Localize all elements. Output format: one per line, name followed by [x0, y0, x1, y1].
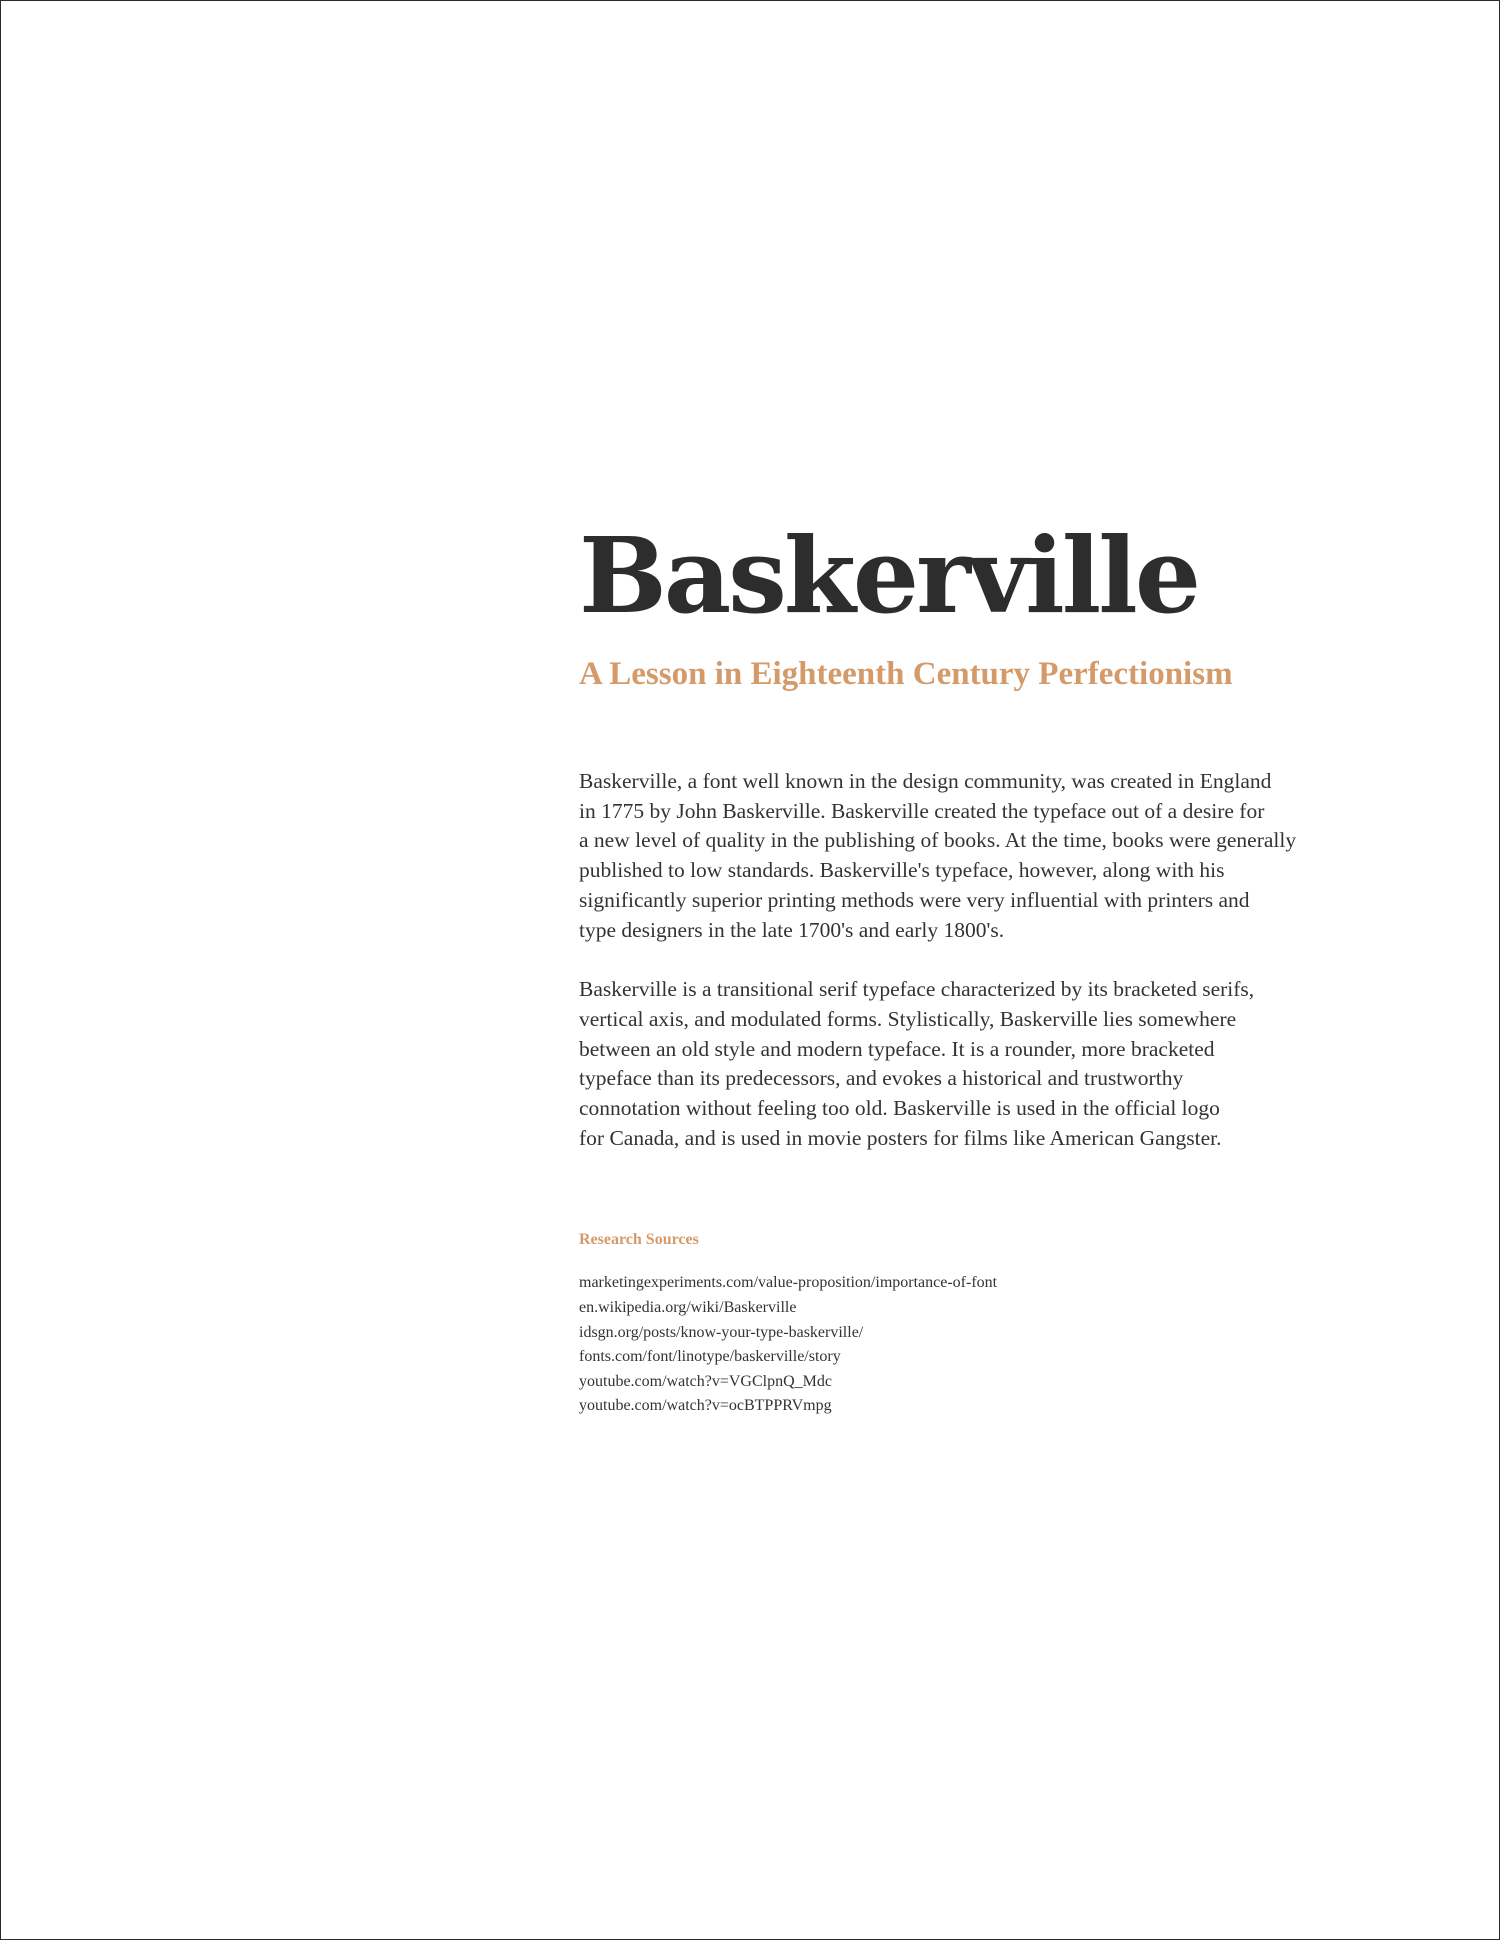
body-paragraph-1: Baskerville, a font well known in the design community, was created in England in 1775 by John Baskerville. Baskerville created the typeface out of a desire for a new level of quality in the publishing of books. At the time, books were generally published to low standards. Baskerville's typeface, however, along with his significantly superior printing methods were very influential with printers and type designers in the late 1700's and early 1800's. — [579, 769, 1297, 942]
source-item: marketingexperiments.com/value-proposition/importance-of-font — [579, 1274, 998, 1292]
source-item: youtube.com/watch?v=VGClpnQ_Mdc — [579, 1372, 832, 1390]
research-sources-list — [579, 1271, 1339, 1419]
article — [579, 501, 1339, 1419]
source-item: idsgn.org/posts/know-your-type-baskerville/ — [579, 1323, 864, 1341]
page-title: Baskerville — [579, 514, 1198, 637]
source-item: youtube.com/watch?v=ocBTPPRVmpg — [579, 1397, 832, 1415]
source-item: fonts.com/font/linotype/baskerville/story — [579, 1348, 841, 1366]
source-item: en.wikipedia.org/wiki/Baskerville — [579, 1299, 797, 1317]
page-subtitle: A Lesson in Eighteenth Century Perfectionism — [579, 656, 1233, 692]
body-paragraph-2: Baskerville is a transitional serif typeface characterized by its bracketed serifs, vertical axis, and modulated forms. Stylistically, Baskerville lies somewhere between an old style and modern typeface. It is a rounder, more bracketed typeface than its predecessors, and evokes a historical and trustworthy connotation without feeling too old. Baskerville is used in the official logo for Canada, and is used in movie posters for films like American Gangster. — [579, 977, 1255, 1150]
research-sources-heading: Research Sources — [579, 1231, 699, 1249]
